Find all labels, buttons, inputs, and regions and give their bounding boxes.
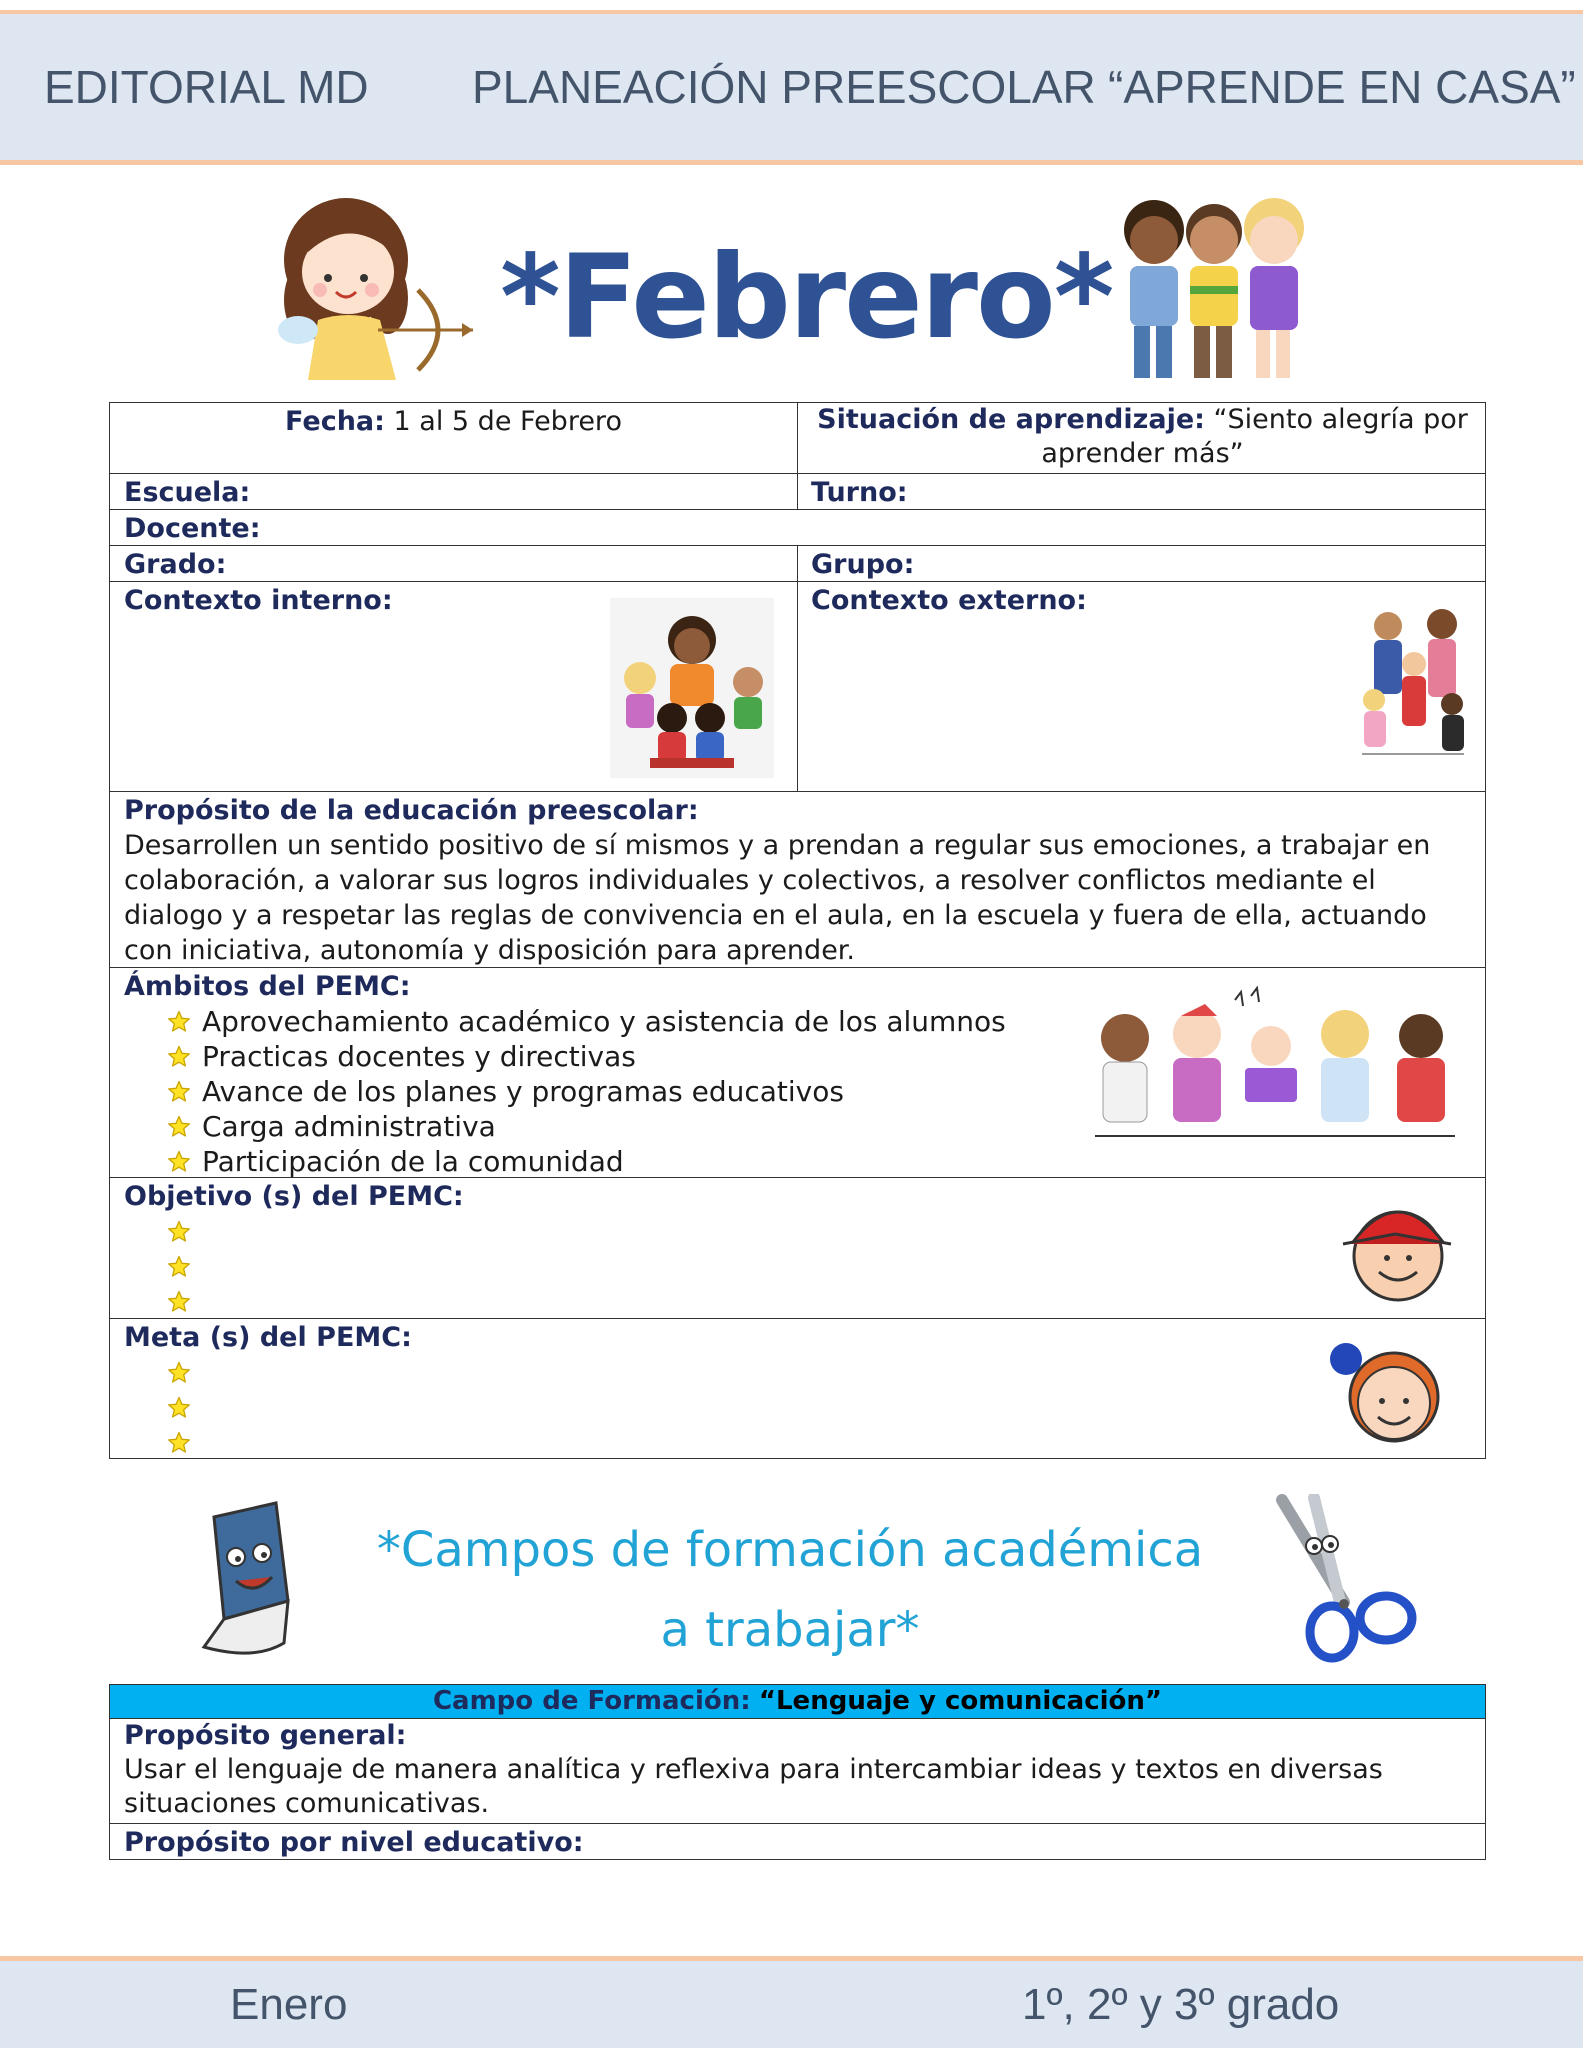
campo-header-value: “Lenguaje y comunicación” <box>758 1686 1163 1716</box>
proposito-general-label: Propósito general: <box>124 1720 407 1751</box>
family-illustration <box>1358 604 1468 764</box>
cupid-girl-illustration <box>268 180 480 390</box>
campos-title-line1: *Campos de formación académica <box>376 1522 1204 1578</box>
row-grado <box>109 546 1486 582</box>
ambito-item: Avance de los planes y programas educativos <box>110 1074 1475 1109</box>
proposito-general-text: Usar el lenguaje de manera analítica y reflexiva para intercambiar ideas y textos en diversas situaciones comunicativas. <box>124 1754 1383 1819</box>
row-fecha <box>109 402 1486 474</box>
contexto-interno-label: Contexto interno: <box>124 585 393 616</box>
row-proposito <box>109 792 1486 968</box>
proposito-label: Propósito de la educación preescolar: <box>124 795 699 826</box>
star-bullet-icon <box>167 1080 191 1104</box>
metas-cell <box>124 1321 1475 1458</box>
campos-title-line2: a trabajar* <box>660 1602 920 1658</box>
objetivos-label: Objetivo (s) del PEMC: <box>124 1181 464 1212</box>
proposito-text: Desarrollen un sentido positivo de sí mismos y a prendan a regular sus emociones, a trabajar en colaboración, a valorar sus logros individuales y colectivos, a resolver conflictos mediante el dialogo y a respetar las reglas de convivencia en el aula, en la escuela y fuera de ella, actuando con iniciativa, autonomía y disposición para aprender. <box>124 830 1431 966</box>
proposito-cell <box>124 794 1475 967</box>
star-bullet-icon <box>167 1150 191 1174</box>
row-docente <box>109 510 1486 546</box>
kids-circle-illustration <box>610 598 774 778</box>
three-kids-illustration <box>1110 188 1316 388</box>
situacion-cell <box>810 403 1475 473</box>
campo-header-label: Campo de Formación: <box>432 1686 751 1716</box>
contexto-externo-label: Contexto externo: <box>811 585 1087 616</box>
kids-group-illustration <box>1085 986 1465 1146</box>
footer-band <box>0 1956 1583 2048</box>
grupo-label: Grupo: <box>811 549 915 580</box>
situacion-label: Situación de aprendizaje: <box>817 404 1205 435</box>
star-bullet-icon <box>167 1255 191 1279</box>
row-proposito-nivel <box>109 1824 1486 1860</box>
boy-cap-face-icon <box>1335 1192 1461 1304</box>
month-title: *Febrero* <box>500 230 1113 365</box>
header-slogan: “APRENDE EN CASA” <box>1108 61 1576 113</box>
eraser-character-illustration <box>184 1497 296 1661</box>
scissors-character-illustration <box>1274 1494 1420 1666</box>
ambito-item: Practicas docentes y directivas <box>110 1039 1475 1074</box>
row-objetivos <box>109 1178 1486 1319</box>
header-band <box>0 10 1583 165</box>
fecha-value: 1 al 5 de Febrero <box>393 406 622 437</box>
ambito-item: Aprovechamiento académico y asistencia de los alumnos <box>110 1004 1475 1039</box>
proposito-nivel-label: Propósito por nivel educativo: <box>124 1827 584 1858</box>
star-bullet-icon <box>167 1361 191 1385</box>
star-bullet-icon <box>167 1431 191 1455</box>
header-title: PLANEACIÓN PREESCOLAR <box>472 61 1096 113</box>
star-bullet-icon <box>167 1010 191 1034</box>
footer-grades: 1º, 2º y 3º grado <box>1022 1979 1340 2029</box>
ambitos-label: Ámbitos del PEMC: <box>124 971 411 1002</box>
girl-face-icon <box>1320 1337 1460 1449</box>
campos-title <box>330 1510 1250 1670</box>
grado-label: Grado: <box>124 549 227 580</box>
fecha-cell <box>110 403 797 473</box>
situacion-value: “Siento alegría por aprender más” <box>1041 404 1468 469</box>
star-bullet-icon <box>167 1220 191 1244</box>
footer-month: Enero <box>230 1979 348 2029</box>
escuela-label: Escuela: <box>124 477 251 508</box>
ambito-item: Participación de la comunidad <box>110 1144 1475 1179</box>
metas-label: Meta (s) del PEMC: <box>124 1322 412 1353</box>
row-escuela <box>109 474 1486 510</box>
header-publisher: EDITORIAL MD <box>44 61 369 113</box>
planning-table <box>109 402 1486 1459</box>
campo-formacion-table <box>109 1684 1486 1860</box>
fecha-label: Fecha: <box>285 406 385 437</box>
row-metas <box>109 1319 1486 1459</box>
proposito-general-cell <box>124 1719 1475 1823</box>
objetivos-cell <box>124 1180 1475 1318</box>
row-proposito-general <box>109 1719 1486 1824</box>
star-bullet-icon <box>167 1115 191 1139</box>
turno-label: Turno: <box>811 477 908 508</box>
row-ambitos <box>109 968 1486 1178</box>
star-bullet-icon <box>167 1396 191 1420</box>
docente-label: Docente: <box>124 513 261 544</box>
campo-header <box>109 1684 1486 1719</box>
ambito-item: Carga administrativa <box>110 1109 1475 1144</box>
row-contexto <box>109 582 1486 792</box>
star-bullet-icon <box>167 1290 191 1314</box>
star-bullet-icon <box>167 1045 191 1069</box>
